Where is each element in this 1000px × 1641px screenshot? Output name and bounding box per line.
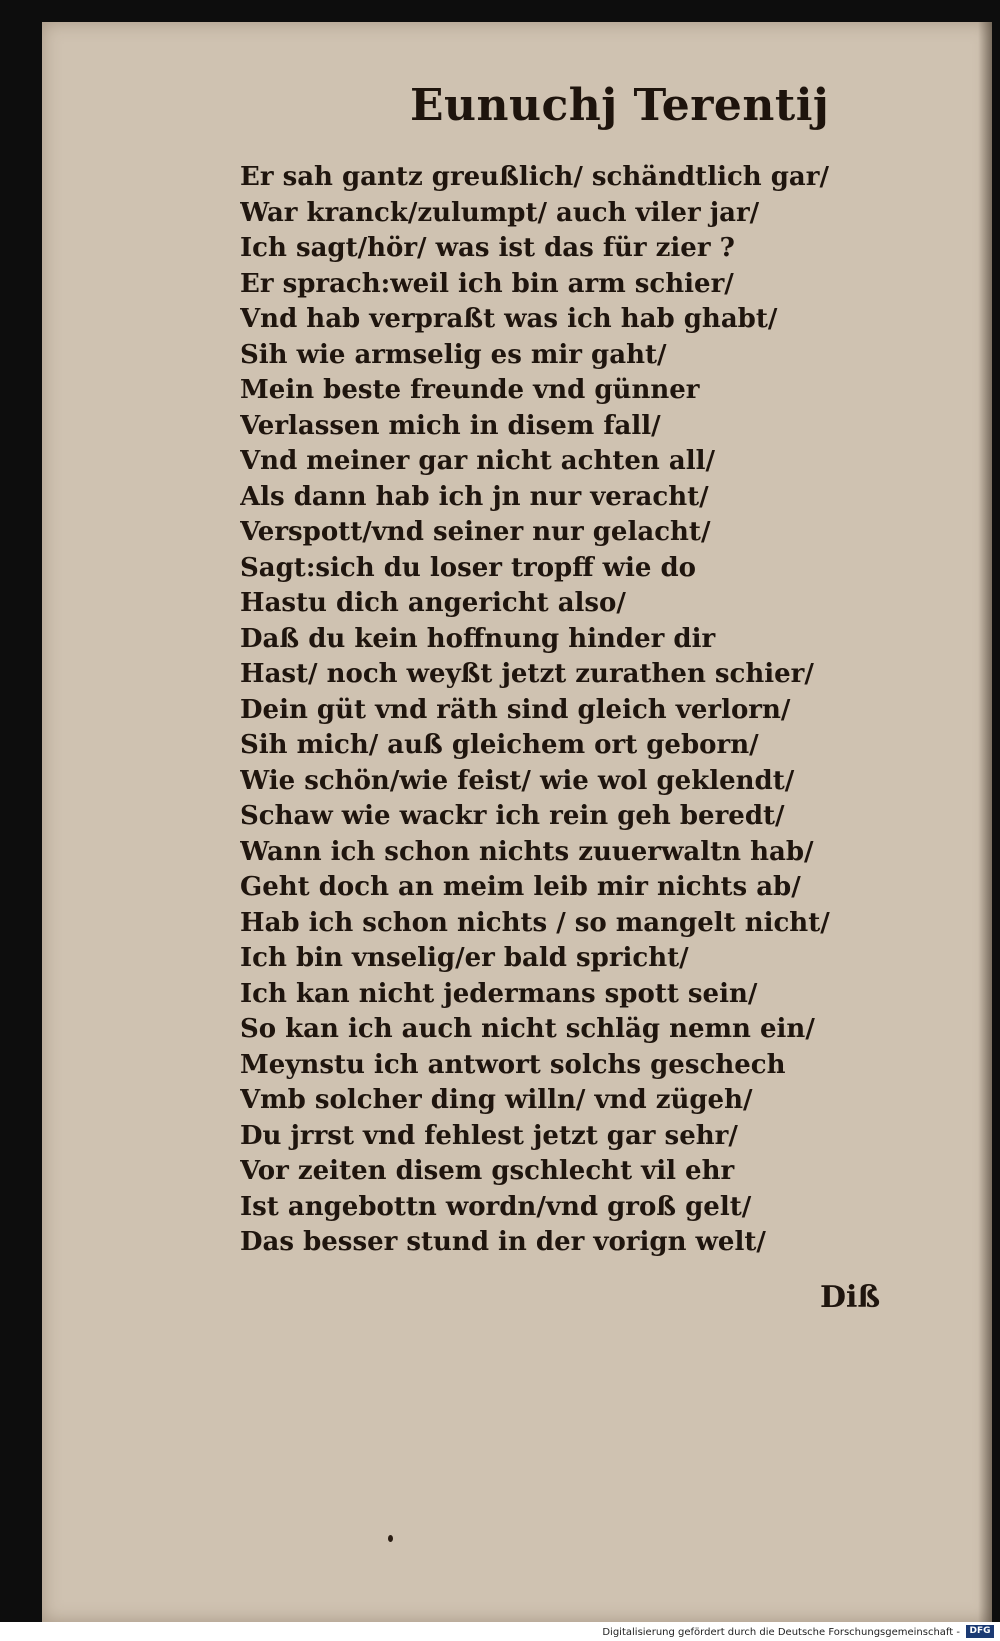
verse-line: Das besser stund in der vorign welt/ (240, 1227, 766, 1257)
verse-line: Geht doch an meim leib mir nichts ab/ (240, 872, 801, 902)
verse-line: Vnd hab verpraßt was ich hab ghabt/ (240, 304, 778, 334)
verse-line: Verlassen mich in disem fall/ (240, 410, 661, 441)
verse-line: Er sprach:weil ich bin arm schier/ (240, 268, 734, 299)
catchword: Diß (820, 1280, 881, 1315)
verse-line: Dein güt vnd räth sind gleich verlorn/ (240, 694, 791, 725)
verse-line: Hastu dich angericht also/ (240, 588, 626, 618)
verse-line: Sih wie armselig es mir gaht/ (240, 339, 667, 370)
verse-line: Vor zeiten disem gschlecht vil ehr (240, 1156, 735, 1186)
verse-line: War kranck/zulumpt/ auch viler jar/ (240, 197, 760, 228)
verse-line: Schaw wie wackr ich rein geh beredt/ (240, 801, 785, 831)
verse-text (240, 160, 880, 1261)
ink-speck (388, 1535, 393, 1542)
footer-credit: Digitalisierung gefördert durch die Deutsche Forschungsgemeinschaft - (602, 1627, 960, 1638)
verse-line: Meynstu ich antwort solchs geschech (240, 1049, 786, 1080)
verse-line: Ist angebottn wordn/vnd groß gelt/ (240, 1191, 752, 1222)
verse-line: Ich bin vnselig/er bald spricht/ (240, 943, 689, 973)
verse-line: Vnd meiner gar nicht achten all/ (240, 446, 715, 476)
verse-line: Mein beste freunde vnd günner (240, 375, 700, 405)
verse-line: Daß du kein hoffnung hinder dir (240, 623, 716, 654)
verse-line: Du jrrst vnd fehlest jetzt gar sehr/ (240, 1120, 738, 1151)
verse-line: Als dann hab ich jn nur veracht/ (240, 481, 709, 512)
verse-line: Sih mich/ auß gleichem ort geborn/ (240, 730, 759, 760)
dfg-logo: DFG (966, 1625, 994, 1638)
verse-line: Wie schön/wie feist/ wie wol geklendt/ (240, 765, 795, 796)
verse-line: Er sah gantz greußlich/ schändtlich gar/ (240, 162, 829, 192)
footer-bar (0, 1622, 1000, 1641)
page-gutter-shadow (978, 22, 992, 1622)
running-head: Eunuchj Terentij (410, 80, 830, 131)
verse-line: Verspott/vnd seiner nur gelacht/ (240, 517, 711, 547)
verse-line: Ich sagt/hör/ was ist das für zier ? (240, 233, 735, 263)
verse-line: Hast/ noch weyßt jetzt zurathen schier/ (240, 659, 814, 689)
verse-line: Sagt:sich du loser tropff wie do (240, 552, 696, 583)
verse-line: So kan ich auch nicht schläg nemn ein/ (240, 1014, 815, 1044)
verse-line: Ich kan nicht jedermans spott sein/ (240, 978, 758, 1009)
verse-line: Vmb solcher ding willn/ vnd zügeh/ (240, 1085, 753, 1115)
verse-line: Hab ich schon nichts / so mangelt nicht/ (240, 907, 830, 938)
verse-line: Wann ich schon nichts zuuerwaltn hab/ (240, 836, 814, 867)
